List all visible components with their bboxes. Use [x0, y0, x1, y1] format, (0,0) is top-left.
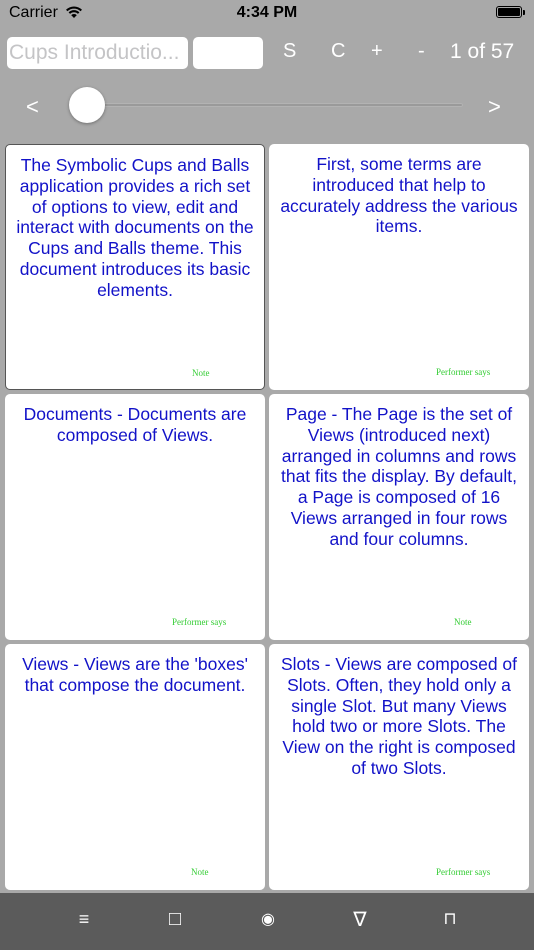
- clock: 4:34 PM: [236, 4, 298, 21]
- view-note: Note: [191, 867, 209, 877]
- add-button[interactable]: +: [371, 40, 383, 62]
- view-text: Views - Views are the 'boxes' that compose the document.: [22, 654, 248, 695]
- view-text: Page - The Page is the set of Views (introduced next) arranged in columns and rows that fits the display. By default, a Page is composed of 16 Views arranged in four rows and four columns.: [280, 404, 518, 549]
- status-bar: [0, 0, 534, 28]
- view-note: Performer says: [436, 867, 491, 877]
- triangle-down-icon[interactable]: ∇: [345, 907, 375, 931]
- carrier-label: Carrier: [9, 4, 58, 21]
- view-card[interactable]: [5, 394, 265, 640]
- view-note: Performer says: [436, 367, 491, 377]
- pi-icon[interactable]: ⊓: [435, 907, 465, 931]
- view-card[interactable]: [5, 144, 265, 390]
- square-icon[interactable]: □: [160, 907, 190, 931]
- s-button[interactable]: S: [283, 40, 297, 62]
- page-slider-thumb[interactable]: [69, 87, 105, 123]
- view-text: Slots - Views are composed of Slots. Often, they hold only a single Slot. But many Views hold two or more Slots. The View on the right is composed of two Slots.: [280, 654, 518, 778]
- view-text: The Symbolic Cups and Balls application provides a rich set of options to view, edit and interact with documents on the Cups and Balls theme. This document introduces its basic elements.: [16, 155, 254, 300]
- search-field[interactable]: [193, 37, 263, 69]
- page-slider-track[interactable]: [87, 103, 463, 107]
- view-card[interactable]: [269, 644, 529, 890]
- view-card[interactable]: [5, 644, 265, 890]
- bottom-toolbar: [0, 893, 534, 950]
- remove-button[interactable]: -: [418, 40, 425, 62]
- view-card[interactable]: [269, 394, 529, 640]
- title-input[interactable]: [7, 37, 188, 69]
- battery-tip: [523, 10, 525, 15]
- page-counter: 1 of 57: [450, 40, 515, 63]
- next-page-button[interactable]: >: [488, 94, 501, 119]
- view-note: Note: [192, 368, 210, 378]
- view-text: Documents - Documents are composed of Views.: [23, 404, 247, 445]
- view-card[interactable]: [269, 144, 529, 390]
- toolbar: [0, 36, 534, 70]
- record-icon[interactable]: ◉: [253, 907, 283, 931]
- menu-icon[interactable]: ≡: [69, 907, 99, 931]
- c-button[interactable]: C: [331, 40, 346, 62]
- view-note: Note: [454, 617, 472, 627]
- view-note: Performer says: [172, 617, 227, 627]
- battery-icon: [496, 6, 522, 18]
- view-text: First, some terms are introduced that help to accurately address the various items.: [280, 154, 518, 237]
- prev-page-button[interactable]: <: [26, 94, 39, 119]
